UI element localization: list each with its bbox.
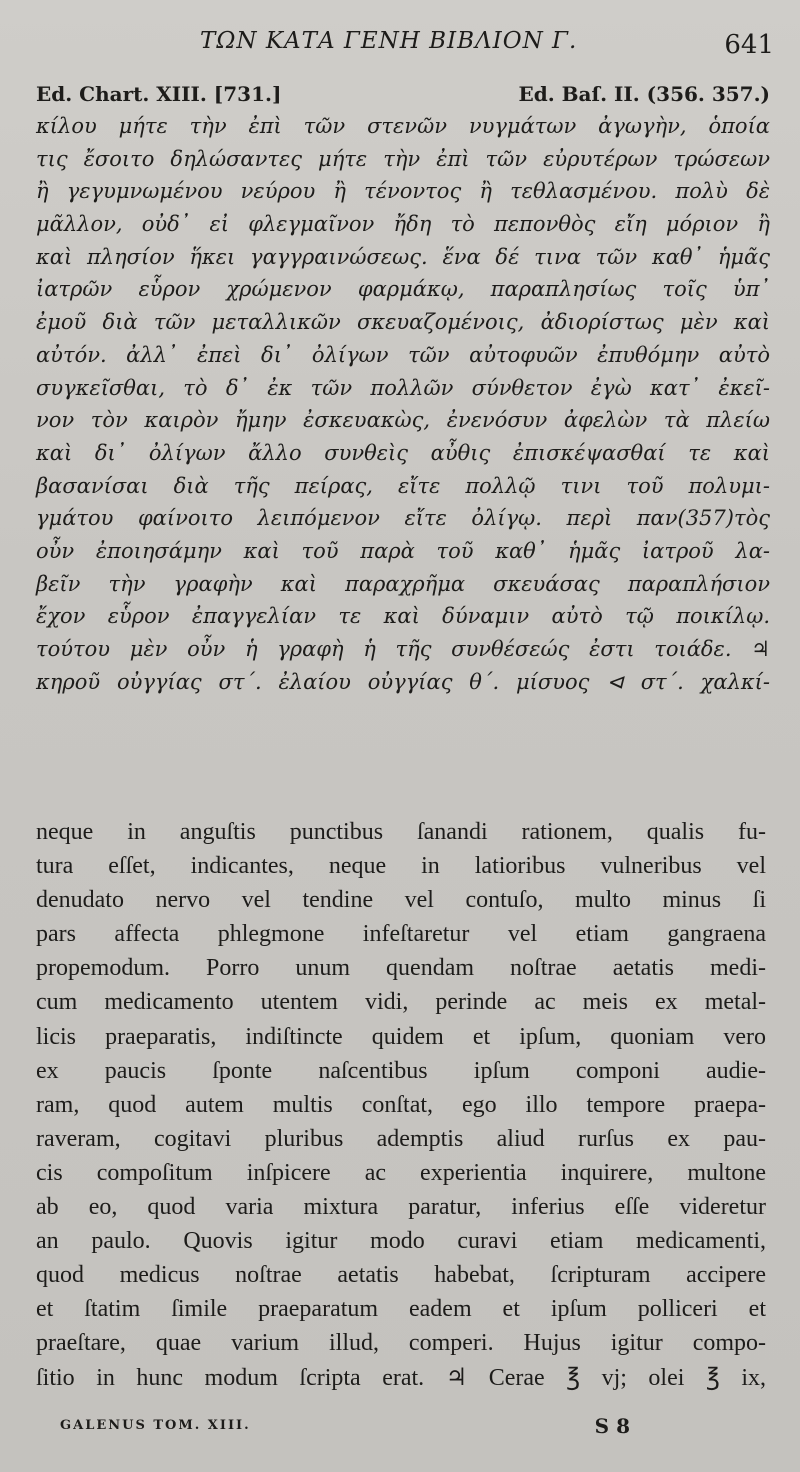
latin-line: cis compoſitum inſpicere ac experientia inquirere, multone xyxy=(36,1159,766,1186)
latin-line: ſitio in hunc modum ſcripta erat. ♃ Cerae ℥ vj; olei ℥ ix, xyxy=(36,1364,766,1391)
latin-line: praeſtare, quae varium illud, comperi. Hujus igitur compo- xyxy=(36,1330,766,1357)
latin-line: cum medicamento utentem vidi, perinde ac meis ex metal- xyxy=(36,989,766,1016)
latin-line: pars affecta phlegmone infeſtaretur vel etiam gangraena xyxy=(36,921,766,948)
latin-line: quod medicus noſtrae aetatis habebat, ſcripturam accipere xyxy=(36,1262,766,1289)
edition-chartier: Ed. Chart. XIII. [731.] xyxy=(36,82,282,106)
latin-text xyxy=(36,815,766,1395)
latin-line: tura eſſet, indicantes, neque in latioribus vulneribus vel xyxy=(36,853,766,880)
greek-line: ἐμοῦ διὰ τῶν μεταλλικῶν σκευαζομένοις, ἀδιορίστως μὲν καὶ xyxy=(36,310,770,335)
greek-line: οὖν ἐποιησάμην καὶ τοῦ παρὰ τοῦ καθ᾽ ἡμᾶς ἰατροῦ λα- xyxy=(36,538,770,563)
latin-line: denudato nervo vel tendine vel contuſo, multo minus ſi xyxy=(36,887,766,914)
greek-line: νον τὸν καιρὸν ἤμην ἐσκευακὼς, ἐνενόσυν ἀφελὼν τὰ πλείω xyxy=(36,408,770,433)
greek-line: ἢ γεγυμνωμένου νεύρου ἢ τένοντος ἢ τεθλασμένου. πολὺ δὲ xyxy=(36,179,770,204)
latin-line: ram, quod autem multis conſtat, ego illo tempore praepa- xyxy=(36,1091,766,1118)
latin-line: ab eo, quod varia mixtura paratur, inferius eſſe videretur xyxy=(36,1194,766,1221)
greek-line: γμάτου φαίνοιτο λειπόμενον εἴτε ὀλίγῳ. περὶ παν(357)τὸς xyxy=(36,506,770,531)
greek-line: αὐτόν. ἀλλ᾽ ἐπεὶ δι᾽ ὀλίγων τῶν αὐτοφυῶν ἐπυθόμην αὐτὸ xyxy=(36,342,770,367)
greek-line: κίλου μήτε τὴν ἐπὶ τῶν στενῶν νυγμάτων ἀγωγὴν, ὁποία xyxy=(36,114,770,138)
greek-line: μᾶλλον, οὐδ᾽ εἰ φλεγμαῖνον ἤδη τὸ πεπονθὸς εἴη μόριον ἢ xyxy=(36,212,770,237)
page-footer xyxy=(60,1414,630,1440)
edition-line xyxy=(36,82,770,108)
latin-line: licis praeparatis, indiſtincte quidem et ipſum, quoniam vero xyxy=(36,1023,766,1050)
latin-line: an paulo. Quovis igitur modo curavi etiam medicamenti, xyxy=(36,1228,766,1255)
greek-line: καὶ πλησίον ἥκει γαγγραινώσεως. ἕνα δέ τινα τῶν καθ᾽ ἡμᾶς xyxy=(36,244,770,269)
greek-line: τούτου μὲν οὖν ἡ γραφὴ ἡ τῆς συνθέσεώς ἐστι τοιάδε. ♃ xyxy=(36,637,770,661)
latin-line: neque in anguſtis punctibus ſanandi rationem, qualis fu- xyxy=(36,819,766,845)
footer-signature: GALENUS TOM. XIII. xyxy=(60,1418,251,1433)
greek-line: κηροῦ οὐγγίας στ΄. ἐλαίου οὐγγίας θ΄. μίσυος ⊲ στ΄. χαλκί- xyxy=(36,669,770,694)
latin-line: raveram, cogitavi pluribus ademptis aliud rurſus ex pau- xyxy=(36,1125,766,1152)
latin-line: ex paucis ſponte naſcentibus ipſum componi audie- xyxy=(36,1057,766,1084)
greek-line: τις ἔσοιτο δηλώσαντες μήτε τὴν ἐπὶ τῶν εὐρυτέρων τρώσεων xyxy=(36,146,770,171)
greek-text xyxy=(36,110,770,698)
greek-line: συγκεῖσθαι, τὸ δ᾽ ἐκ τῶν πολλῶν σύνθετον ἐγὼ κατ᾽ ἐκεῖ- xyxy=(36,375,770,400)
greek-line: βασανίσαι διὰ τῆς πείρας, εἴτε πολλῷ τινι τοῦ πολυμι- xyxy=(36,473,770,498)
running-title: ΤΩΝ ΚΑΤΑ ΓΕΝΗ ΒΙΒΛΙΟΝ Γ. xyxy=(200,28,578,54)
latin-line: et ſtatim ſimile praeparatum eadem et ipſum polliceri et xyxy=(36,1296,766,1323)
edition-basel: Ed. Baſ. II. (356. 357.) xyxy=(518,82,770,106)
page-number: 641 xyxy=(724,30,774,60)
signature-mark: S 8 xyxy=(594,1414,630,1438)
latin-line: propemodum. Porro unum quendam noſtrae aetatis medi- xyxy=(36,955,766,982)
greek-line: βεῖν τὴν γραφὴν καὶ παραχρῆμα σκευάσας παραπλήσιον xyxy=(36,571,770,596)
greek-line: ἔχον εὗρον ἐπαγγελίαν τε καὶ δύναμιν αὐτὸ τῷ ποικίλῳ. xyxy=(36,604,770,629)
running-head xyxy=(0,28,800,62)
greek-line: ἰατρῶν εὗρον χρώμενον φαρμάκῳ, παραπλησίως τοῖς ὑπ᾽ xyxy=(36,277,770,302)
greek-line: καὶ δι᾽ ὀλίγων ἄλλο συνθεὶς αὖθις ἐπισκέψασθαί τε καὶ xyxy=(36,440,770,465)
